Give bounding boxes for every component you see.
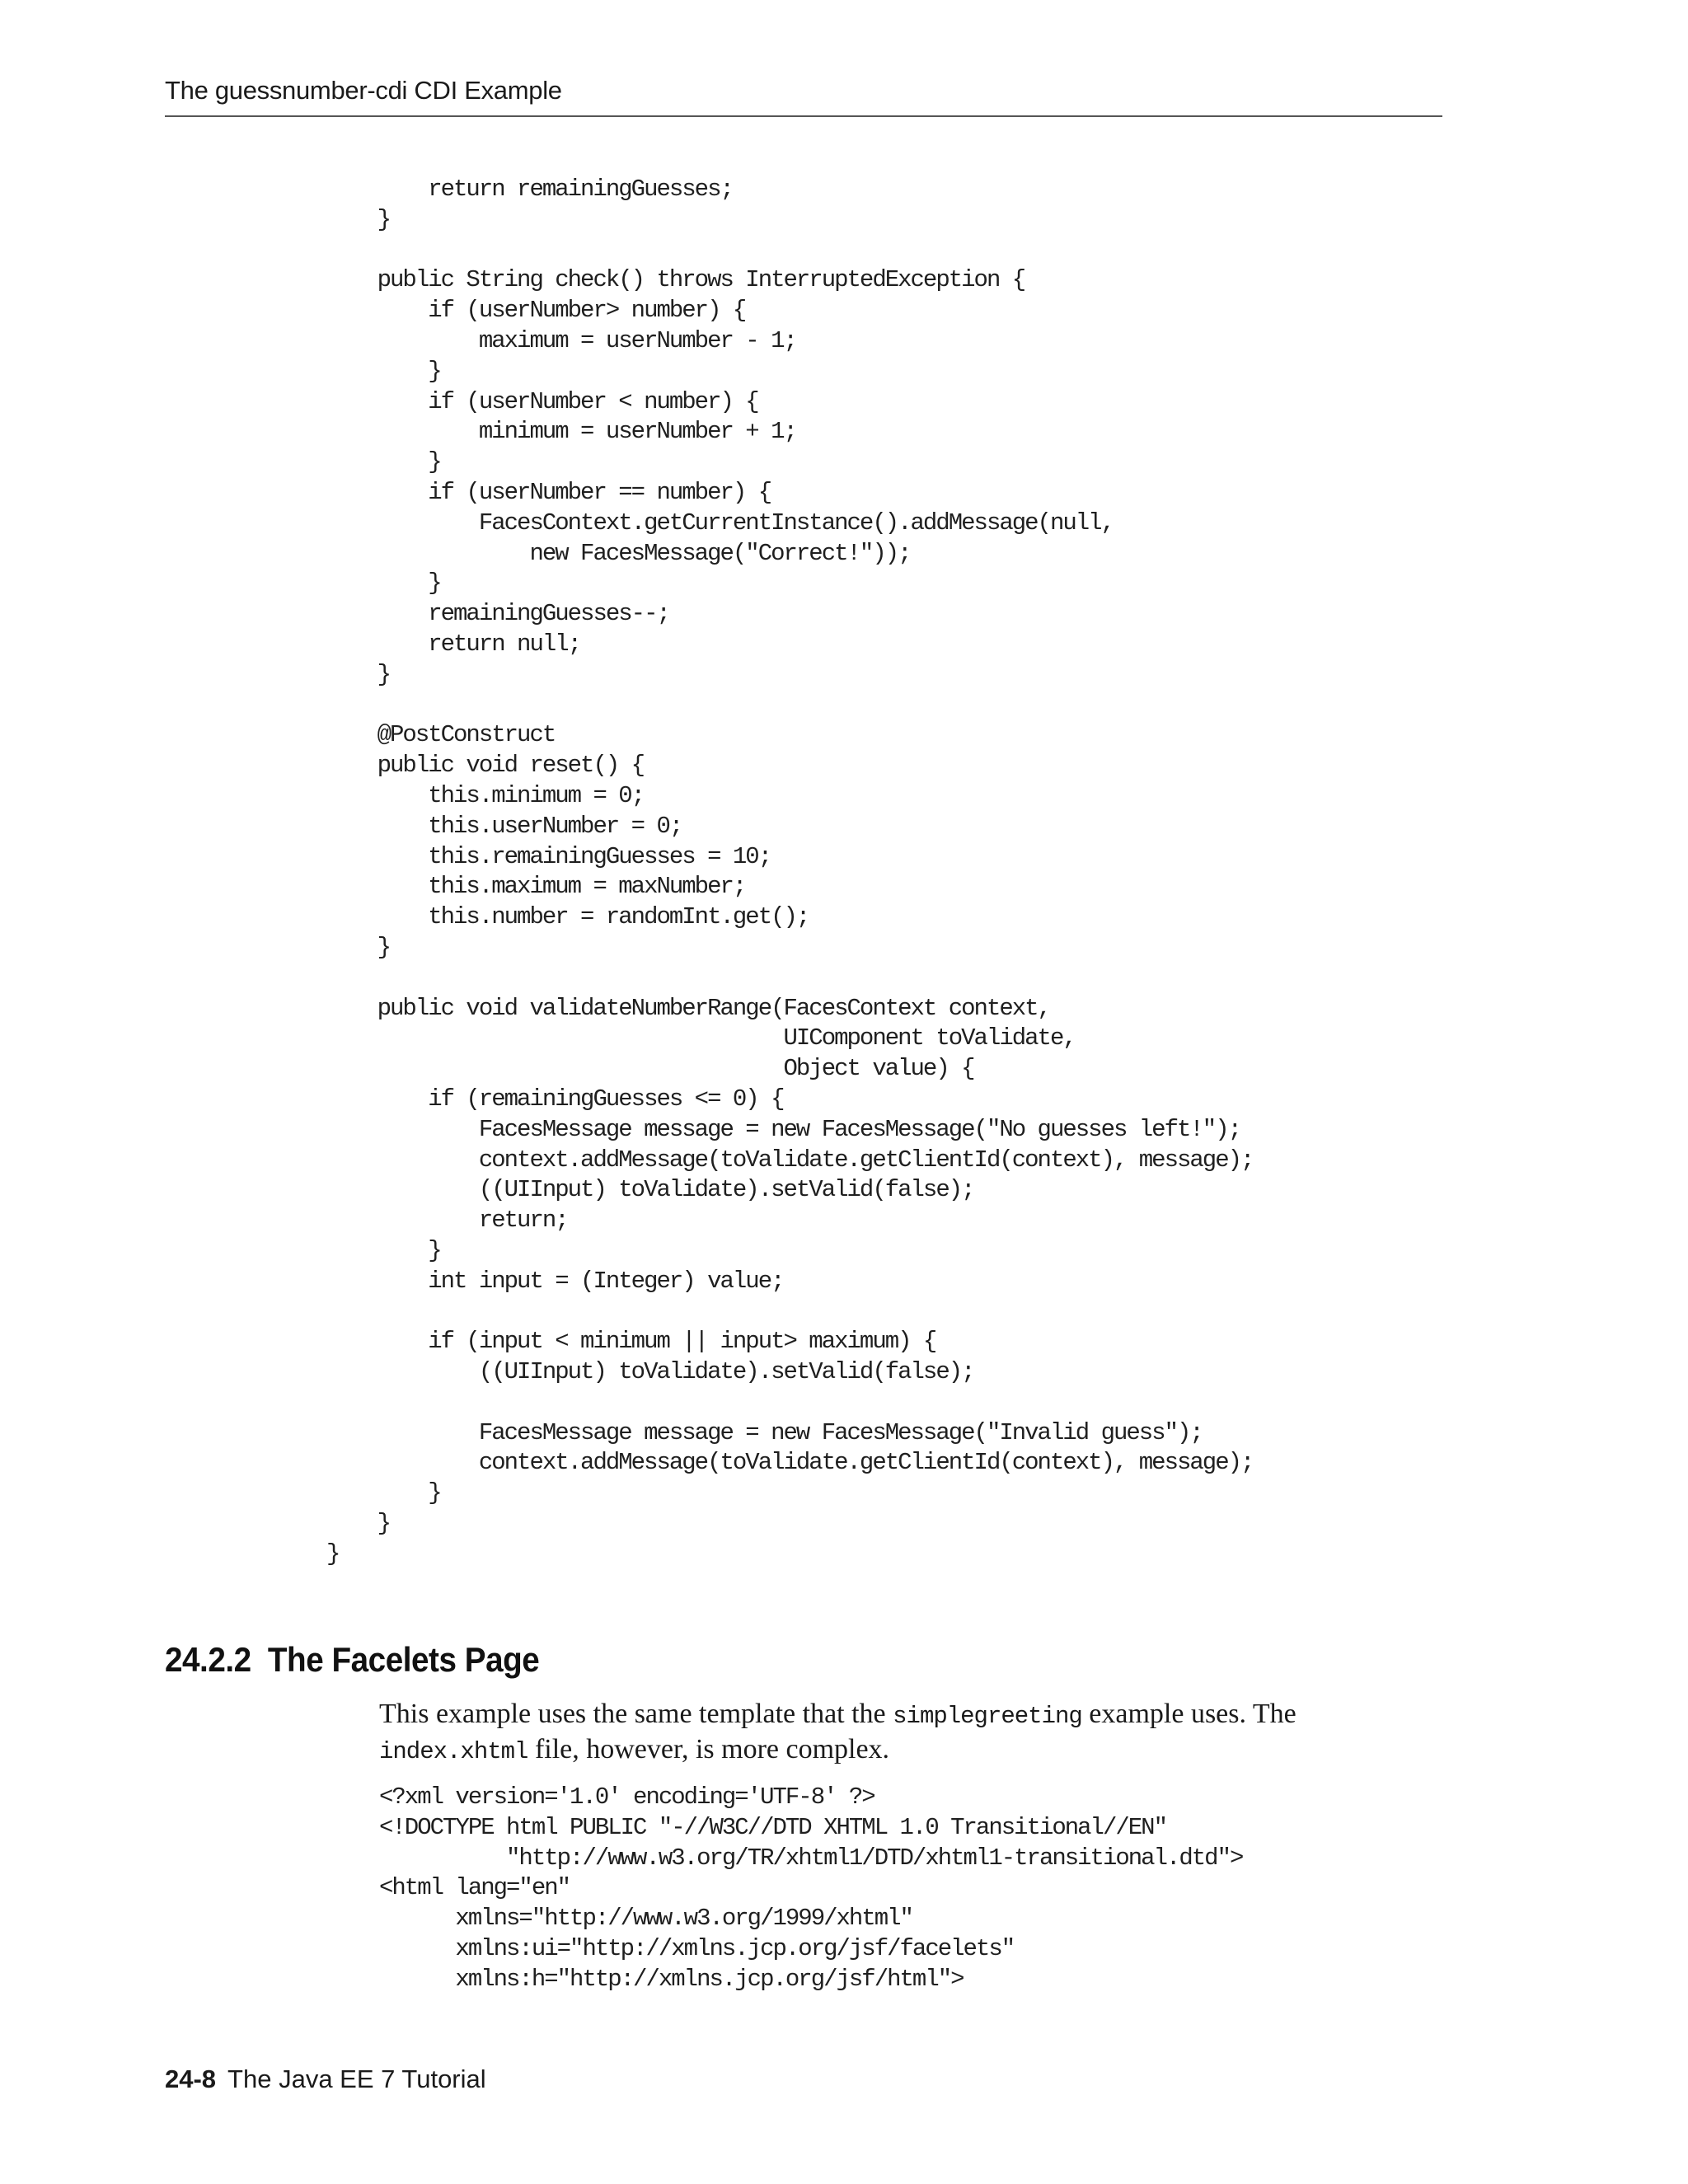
java-code-listing: return remainingGuesses; } public String check() throws InterruptedException { if (userNumber> number) { maximum = userNumber - 1; } if (userNumber < number) { minimum = userNumber + 1; } if (userNumber == number) { FacesContext.getCurrentInstance().addMessage(null, new FacesMessage("Correct!")); } remainingGuesses--; return null; } @PostConstruct public void reset() { this.minimum = 0; this.userNumber = 0; this.remainingGuesses = 10; this.maximum = maxNumber; this.number = randomInt.get(); } public void validateNumberRange(FacesContext context, UIComponent toValidate, Object value) { if (remainingGuesses <= 0) { FacesMessage message = new FacesMessage("No guesses left!"); context.addMessage(toValidate.getClientId(context), message); ((UIInput) toValidate).setValid(false); return; } int input = (Integer) value; if (input < minimum || input> maximum) { ((UIInput) toValidate).setValid(false); FacesMessage message = new FacesMessage("Invalid guess"); context.addMessage(toValidate.getClientId(context), message); } } } <box>326 176 1254 1568</box>
page-footer <box>165 2064 486 2094</box>
section-heading <box>165 1640 539 1680</box>
intro-text-2: example uses. The <box>1081 1699 1296 1729</box>
intro-code-simplegreeting: simplegreeting <box>893 1703 1082 1730</box>
intro-paragraph <box>379 1698 1451 1769</box>
intro-code-index-xhtml: index.xhtml <box>379 1738 528 1765</box>
footer-book-title: The Java EE 7 Tutorial <box>227 2064 486 2093</box>
section-title: The Facelets Page <box>267 1640 540 1679</box>
section-number: 24.2.2 <box>165 1640 251 1679</box>
footer-page-number: 24-8 <box>165 2064 217 2093</box>
header-rule <box>165 115 1442 117</box>
intro-text-1: This example uses the same template that the <box>379 1699 893 1729</box>
intro-text-3: file, however, is more complex. <box>528 1734 890 1765</box>
running-header: The guessnumber-cdi CDI Example <box>165 76 562 105</box>
xhtml-code-listing: <?xml version='1.0' encoding='UTF-8' ?> <!DOCTYPE html PUBLIC "-//W3C//DTD XHTML 1.0 Transitional//EN" "http://www.w3.org/TR/xhtml1/DTD/xhtml1-transitional.dtd"> <html lang="en" xmlns="http://www.w3.org/1999/xhtml" xmlns:ui="http://xmlns.jcp.org/jsf/facelets" xmlns:h="http://xmlns.jcp.org/jsf/html"> <box>379 1783 1243 1993</box>
